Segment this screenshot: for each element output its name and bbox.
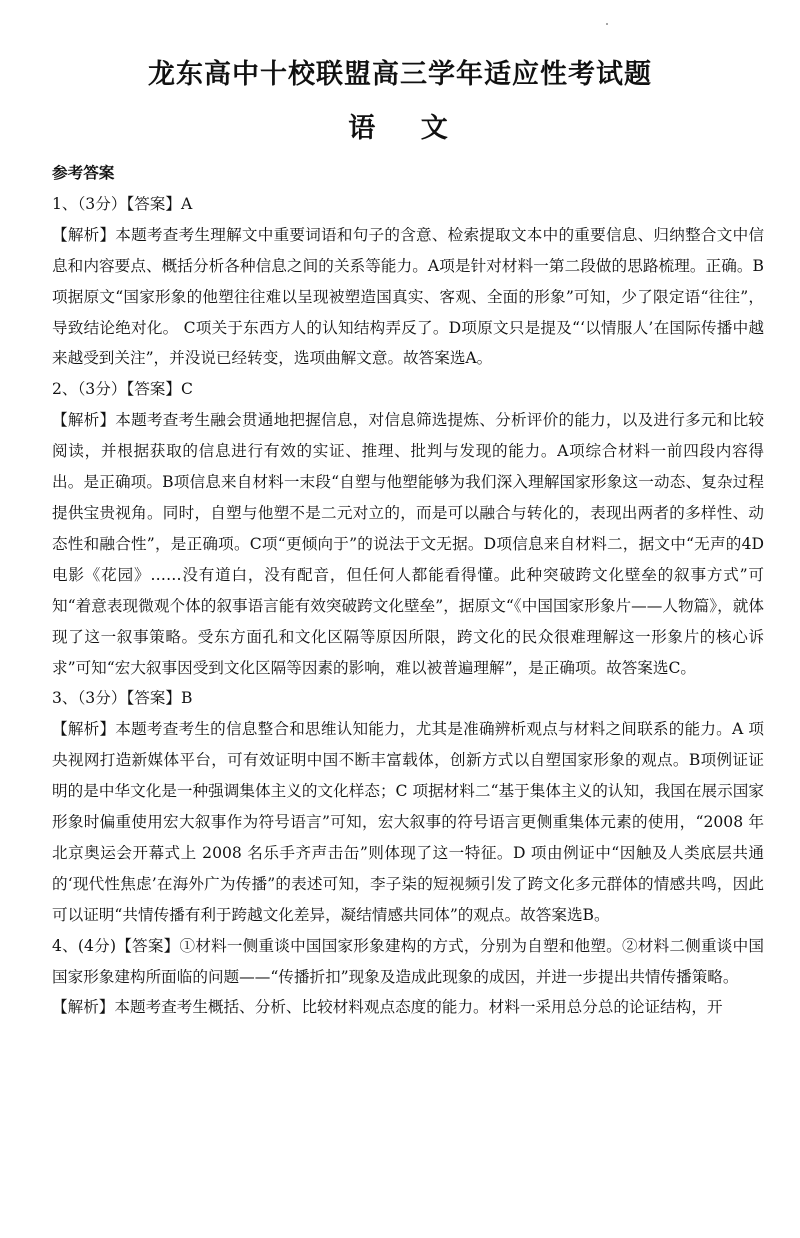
scan-speck (606, 23, 608, 25)
answer-body (52, 158, 764, 1023)
question-4-answer: ①材料一侧重谈中国国家形象建构的方式，分别为自塑和他塑。②材料二侧重谈中国国家形象建构所面临的问题——“传播折扣”现象及造成此现象的成因，并进一步提出共情传播策略。 (52, 936, 764, 986)
question-3-analysis: 【解析】本题考查考生的信息整合和思维认知能力，尤其是准确辨析观点与材料之间联系的能力。A 项央视网打造新媒体平台，可有效证明中国不断丰富载体，创新方式以自塑国家形象的观点。B项例证证明的是中华文化是一种强调集体主义的文化样态；C 项据材料二“基于集体主义的认知，我国在展示国家形象时偏重使用宏大叙事作为符号语言”可知，宏大叙事的符号语言更侧重集体元素的使用，“2008 年北京奥运会开幕式上 2008 名乐手齐声击缶”则体现了这一特征。D 项由例证中“因触及人类底层共通的‘现代性焦虑’在海外广为传播”的表述可知，李子柒的短视频引发了跨文化多元群体的情感共鸣，因此可以证明“共情传播有利于跨越文化差异，凝结情感共同体”的观点。故答案选B。 (52, 720, 764, 924)
question-4-analysis: 【解析】本题考查考生概括、分析、比较材料观点态度的能力。材料一采用总分总的论证结构，开 (52, 998, 723, 1017)
question-3-head: 3、（3分）【答案】B (52, 689, 193, 708)
question-4-head: 4、(4分)【答案】 (52, 936, 180, 955)
question-4-block (52, 931, 764, 993)
subject-title: 语 文 (348, 113, 452, 144)
question-2-head: 2、（3分）【答案】C (52, 380, 193, 399)
question-1-analysis: 【解析】本题考查考生理解文中重要词语和句子的含意、检索提取文本中的重要信息、归纳整合文中信息和内容要点、概括分析各种信息之间的关系等能力。A项是针对材料一第二段做的思路梳理。正确。B项据原文“国家形象的他塑往往难以呈现被塑造国真实、客观、全面的形象”可知，少了限定语“往往”，导致结论绝对化。 C项关于东西方人的认知结构弄反了。D项原文只是提及“‘以情服人’在国际传播中越来越受到关注”，并没说已经转变，选项曲解文意。故答案选A。 (52, 225, 764, 368)
section-label: 参考答案 (52, 164, 115, 182)
question-2-analysis: 【解析】本题考查考生融会贯通地把握信息，对信息筛选提炼、分析评价的能力，以及进行多元和比较阅读，并根据获取的信息进行有效的实证、推理、批判与发现的能力。A项综合材料一前四段内容得出。是正确项。B项信息来自材料一末段“自塑与他塑能够为我们深入理解国家形象这一动态、复杂过程提供宝贵视角。同时，自塑与他塑不是二元对立的，而是可以融合与转化的，表现出两者的多样性、动态性和融合性”，是正确项。C项“更倾向于”的说法于文无据。D项信息来自材料二，据文中“无声的4D电影《花园》……没有道白，没有配音，但任何人都能看得懂。此种突破跨文化壁垒的叙事方式”可知“着意表现微观个体的叙事语言能有效突破跨文化壁垒”，据原文“《中国国家形象片——人物篇》，就体现了这一叙事策略。受东方面孔和文化区隔等原因所限，跨文化的民众很难理解这一形象片的核心诉求”可知“宏大叙事因受到文化区隔等因素的影响，难以被普遍理解”，是正确项。故答案选C。 (52, 411, 764, 677)
exam-title: 龙东高中十校联盟高三学年适应性考试题 (148, 59, 652, 90)
question-1-head: 1、（3分）【答案】A (52, 194, 193, 213)
